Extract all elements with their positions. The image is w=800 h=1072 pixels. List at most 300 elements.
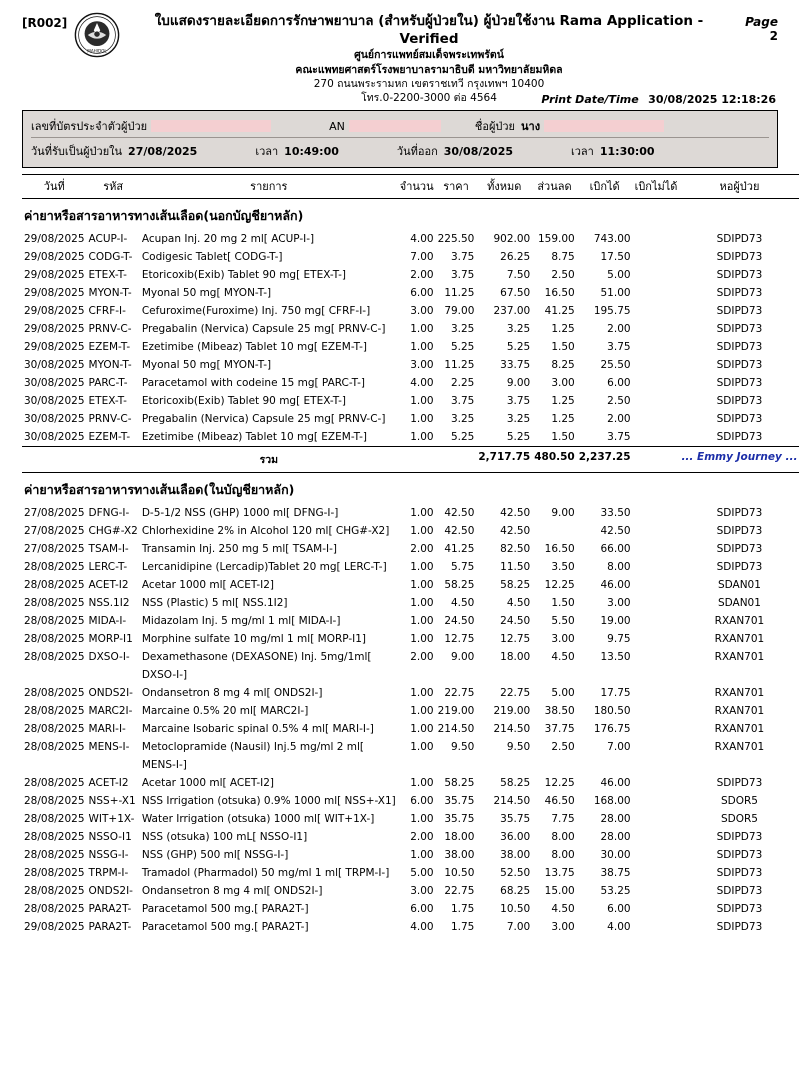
cell-nonclaimable [633, 504, 680, 522]
cell-total: 237.00 [493, 305, 531, 318]
cell-qty: 1.00 [410, 687, 434, 700]
discharge-time-label: เวลา [571, 145, 594, 159]
cell-claimable: 2.50 [607, 395, 631, 408]
cell-nonclaimable [633, 540, 680, 558]
cell-code: NSS+-X1 [88, 795, 136, 808]
table-row [22, 504, 799, 522]
cell-code: EZEM-T- [88, 431, 131, 444]
admit-date-value: 27/08/2025 [128, 144, 198, 158]
university-seal-icon [74, 12, 120, 58]
discharge-date-label: วันที่ออก [396, 145, 438, 159]
cell-nonclaimable [633, 810, 680, 828]
cell-ward: SDIPD73 [716, 251, 763, 264]
cell-ward: RXAN701 [714, 633, 765, 646]
cell-claimable: 46.00 [600, 777, 631, 790]
cell-ward: RXAN701 [714, 651, 765, 664]
cell-total: 5.25 [506, 341, 531, 354]
table-row [22, 338, 799, 356]
cell-nonclaimable [633, 392, 680, 410]
cell-total: 33.75 [500, 359, 531, 372]
cell-nonclaimable [633, 792, 680, 810]
table-row [22, 918, 799, 936]
cell-discount: 46.50 [544, 795, 575, 808]
cell-qty: 1.00 [410, 741, 434, 754]
cell-qty: 3.00 [410, 305, 434, 318]
cell-date: 28/08/2025 [24, 597, 85, 610]
an-label: AN [329, 119, 345, 133]
cell-nonclaimable [633, 594, 680, 612]
cell-total: 82.50 [500, 543, 531, 556]
cell-discount: 12.25 [544, 579, 575, 592]
cell-discount: 38.50 [544, 705, 575, 718]
org-address: 270 ถนนพระรามหก เขตราชเทวี กรุงเทพฯ 10400 [313, 77, 545, 90]
cell-date: 27/08/2025 [24, 525, 85, 538]
cell-price: 214.50 [437, 723, 475, 736]
table-row [22, 320, 799, 338]
cell-price: 9.50 [450, 741, 475, 754]
col-date: วันที่ [22, 175, 87, 199]
cell-item: Tramadol (Pharmadol) 50 mg/ml 1 ml[ TRPM-I-] [141, 867, 390, 880]
cell-item: Chlorhexidine 2% in Alcohol 120 ml[ CHG#-X2] [141, 525, 390, 538]
cell-qty: 1.00 [410, 615, 434, 628]
cell-qty: 1.00 [410, 777, 434, 790]
report-code: [R002] [22, 16, 68, 30]
cell-nonclaimable [633, 248, 680, 266]
cell-discount: 2.50 [551, 741, 575, 754]
cell-price: 3.25 [450, 323, 475, 336]
cell-discount: 3.00 [551, 921, 575, 934]
table-row [22, 846, 799, 864]
summary-claimable: 2,237.25 [577, 447, 633, 473]
cell-ward: SDOR5 [720, 795, 758, 808]
cell-code: TRPM-I- [88, 867, 129, 880]
col-claimable: เบิกได้ [577, 175, 633, 199]
cell-discount [532, 522, 577, 540]
cell-item: Marcaine 0.5% 20 ml[ MARC2I-] [141, 705, 309, 718]
page-indicator [738, 12, 778, 43]
cell-claimable: 42.50 [600, 525, 631, 538]
admit-date-label: วันที่รับเป็นผู้ป่วยใน [31, 145, 123, 159]
summary-label: รวม [140, 447, 398, 473]
cell-ward: RXAN701 [714, 705, 765, 718]
cell-ward: RXAN701 [714, 687, 765, 700]
cell-total: 4.50 [506, 597, 531, 610]
table-row [22, 392, 799, 410]
cell-nonclaimable [633, 284, 680, 302]
table-row-continuation [22, 666, 799, 684]
org-line-2: คณะแพทยศาสตร์โรงพยาบาลรามาธิบดี มหาวิทยาลัยมหิดล [295, 63, 563, 76]
cell-price: 5.75 [450, 561, 475, 574]
cell-ward: SDIPD73 [716, 543, 763, 556]
cell-discount: 37.75 [544, 723, 575, 736]
cell-price: 35.75 [444, 795, 475, 808]
summary-total: 2,717.75 [476, 447, 532, 473]
table-row [22, 576, 799, 594]
cell-ward: SDIPD73 [716, 269, 763, 282]
cell-ward: SDIPD73 [716, 885, 763, 898]
table-row [22, 230, 799, 248]
cell-discount: 16.50 [544, 287, 575, 300]
cell-total: 214.50 [493, 795, 531, 808]
cell-ward: RXAN701 [714, 741, 765, 754]
cell-ward: SDIPD73 [716, 395, 763, 408]
cell-discount: 5.00 [551, 687, 575, 700]
cell-ward: SDIPD73 [716, 287, 763, 300]
cell-claimable: 38.75 [600, 867, 631, 880]
cell-qty: 1.00 [410, 579, 434, 592]
cell-ward: SDIPD73 [716, 921, 763, 934]
cell-code: PRNV-C- [88, 413, 132, 426]
cell-price: 12.75 [444, 633, 475, 646]
cell-date: 30/08/2025 [24, 395, 85, 408]
cell-qty: 2.00 [410, 543, 434, 556]
svg-text:MAHIDOL: MAHIDOL [87, 48, 107, 54]
cell-item: D-5-1/2 NSS (GHP) 1000 ml[ DFNG-I-] [141, 507, 339, 520]
cell-date: 30/08/2025 [24, 377, 85, 390]
cell-discount: 5.50 [551, 615, 575, 628]
cell-total: 38.00 [500, 849, 531, 862]
cell-claimable: 3.75 [607, 341, 631, 354]
cell-code: ONDS2I- [88, 687, 133, 700]
cell-claimable: 168.00 [593, 795, 631, 808]
cell-code: CFRF-I- [88, 305, 126, 318]
cell-date: 30/08/2025 [24, 431, 85, 444]
cell-ward: SDIPD73 [716, 413, 763, 426]
cell-qty: 5.00 [410, 867, 434, 880]
table-row [22, 374, 799, 392]
cell-code: EZEM-T- [88, 341, 131, 354]
cell-date: 28/08/2025 [24, 741, 85, 754]
cell-item: Etoricoxib(Exib) Tablet 90 mg[ ETEX-T-] [141, 269, 347, 282]
cell-code: MIDA-I- [88, 615, 127, 628]
table-row-continuation [22, 756, 799, 774]
col-ward: หอผู้ป่วย [679, 175, 799, 199]
cell-item: Ezetimibe (Mibeaz) Tablet 10 mg[ EZEM-T-] [141, 341, 367, 354]
report-title [126, 12, 732, 48]
cell-total: 5.25 [506, 431, 531, 444]
cell-ward: SDIPD73 [716, 507, 763, 520]
cell-total: 214.50 [493, 723, 531, 736]
cell-qty: 2.00 [410, 269, 434, 282]
cell-qty: 1.00 [410, 341, 434, 354]
table-row [22, 720, 799, 738]
cell-item: NSS Irrigation (otsuka) 0.9% 1000 ml[ NSS+-X1] [141, 795, 396, 808]
table-row [22, 792, 799, 810]
cell-item: Acetar 1000 ml[ ACET-I2] [141, 579, 274, 592]
cell-ward: SDIPD73 [716, 777, 763, 790]
patient-id-field [31, 117, 271, 135]
cell-discount: 8.25 [551, 359, 575, 372]
discharge-time-field [571, 142, 655, 160]
cell-code: MYON-T- [88, 287, 132, 300]
discharge-time-value: 11:30:00 [599, 144, 655, 158]
cell-discount: 1.50 [551, 341, 575, 354]
cell-qty: 6.00 [410, 287, 434, 300]
table-row [22, 612, 799, 630]
cell-date: 29/08/2025 [24, 305, 85, 318]
cell-discount: 16.50 [544, 543, 575, 556]
group-title: ค่ายาหรือสารอาหารทางเส้นเลือด(ในบัญชียาหลัก) [24, 482, 295, 498]
cell-price: 18.00 [444, 831, 475, 844]
col-total: ทั้งหมด [476, 175, 532, 199]
admit-date-field [31, 142, 197, 160]
cell-total: 9.50 [506, 741, 531, 754]
patient-info-box [22, 110, 778, 168]
cell-total: 7.50 [506, 269, 531, 282]
table-row [22, 900, 799, 918]
cell-price: 58.25 [444, 579, 475, 592]
cell-qty: 3.00 [410, 885, 434, 898]
cell-total: 7.00 [506, 921, 531, 934]
table-row [22, 810, 799, 828]
cell-date: 29/08/2025 [24, 323, 85, 336]
an-redacted [349, 120, 441, 132]
cell-total: 18.00 [500, 651, 531, 664]
charges-table-body [22, 199, 799, 937]
cell-discount: 1.25 [551, 413, 575, 426]
charges-table-head [22, 175, 799, 199]
cell-claimable: 6.00 [607, 903, 631, 916]
cell-total: 42.50 [500, 525, 531, 538]
patient-id-label: เลขที่บัตรประจำตัวผู้ป่วย [31, 120, 148, 134]
cell-date: 28/08/2025 [24, 813, 85, 826]
cell-total: 36.00 [500, 831, 531, 844]
cell-code: PARC-T- [88, 377, 128, 390]
group-title: ค่ายาหรือสารอาหารทางเส้นเลือด(นอกบัญชียาหลัก) [24, 208, 304, 224]
cell-nonclaimable [633, 410, 680, 428]
cell-code: TSAM-I- [88, 543, 129, 556]
cell-price: 58.25 [444, 777, 475, 790]
cell-price: 22.75 [444, 885, 475, 898]
cell-item: Ezetimibe (Mibeaz) Tablet 10 mg[ EZEM-T-] [141, 431, 367, 444]
cell-code: MORP-I1 [88, 633, 133, 646]
cell-item-continuation: MENS-I-] [141, 759, 187, 772]
admit-time-value: 10:49:00 [284, 144, 339, 158]
cell-item: Midazolam Inj. 5 mg/ml 1 ml[ MIDA-I-] [141, 615, 341, 628]
table-row [22, 558, 799, 576]
cell-total: 10.50 [500, 903, 531, 916]
cell-claimable: 13.50 [600, 651, 631, 664]
cell-qty: 1.00 [410, 413, 434, 426]
page-number: 2 [769, 29, 778, 43]
table-row [22, 302, 799, 320]
cell-discount: 15.00 [544, 885, 575, 898]
cell-item: Ondansetron 8 mg 4 ml[ ONDS2I-] [141, 885, 323, 898]
cell-ward: SDIPD73 [716, 831, 763, 844]
cell-total: 58.25 [500, 777, 531, 790]
cell-code: MYON-T- [88, 359, 132, 372]
cell-discount: 9.00 [551, 507, 575, 520]
cell-code: DFNG-I- [88, 507, 130, 520]
patient-name-prefix: นาง [521, 120, 541, 134]
cell-code: MARI-I- [88, 723, 126, 736]
cell-total: 68.25 [500, 885, 531, 898]
cell-item: Morphine sulfate 10 mg/ml 1 ml[ MORP-I1] [141, 633, 367, 646]
cell-price: 9.00 [450, 651, 475, 664]
cell-code: DXSO-I- [88, 651, 130, 664]
cell-item: Water Irrigation (otsuka) 1000 ml[ WIT+1X-] [141, 813, 375, 826]
cell-discount: 41.25 [544, 305, 575, 318]
header-center [126, 12, 732, 105]
cell-price: 1.75 [450, 903, 475, 916]
cell-qty: 2.00 [410, 651, 434, 664]
cell-date: 28/08/2025 [24, 903, 85, 916]
cell-claimable: 46.00 [600, 579, 631, 592]
cell-qty: 1.00 [410, 525, 434, 538]
col-price: ราคา [436, 175, 477, 199]
cell-price: 3.75 [450, 395, 475, 408]
cell-claimable: 195.75 [593, 305, 631, 318]
cell-code: PRNV-C- [88, 323, 132, 336]
cell-code: ACUP-I- [88, 233, 128, 246]
report-title-app: ผู้ป่วยใช้งาน Rama Application - Verified [399, 13, 704, 48]
patient-name-redacted [544, 120, 664, 132]
cell-item: Marcaine Isobaric spinal 0.5% 4 ml[ MARI-I-] [141, 723, 374, 736]
cell-item: Acupan Inj. 20 mg 2 ml[ ACUP-I-] [141, 233, 315, 246]
report-header [22, 12, 778, 105]
cell-qty: 1.00 [410, 723, 434, 736]
cell-nonclaimable [633, 320, 680, 338]
cell-date: 28/08/2025 [24, 867, 85, 880]
cell-discount: 8.75 [551, 251, 575, 264]
cell-discount: 3.00 [551, 377, 575, 390]
cell-price: 10.50 [444, 867, 475, 880]
cell-discount: 7.75 [551, 813, 575, 826]
cell-qty: 6.00 [410, 795, 434, 808]
cell-nonclaimable [633, 338, 680, 356]
cell-date: 28/08/2025 [24, 885, 85, 898]
cell-date: 28/08/2025 [24, 579, 85, 592]
cell-qty: 1.00 [410, 705, 434, 718]
cell-price: 42.50 [444, 525, 475, 538]
table-row [22, 738, 799, 756]
cell-nonclaimable [633, 918, 680, 936]
patient-name-label: ชื่อผู้ป่วย [474, 120, 515, 134]
cell-total: 3.75 [506, 395, 531, 408]
cell-total: 11.50 [500, 561, 531, 574]
cell-nonclaimable [633, 266, 680, 284]
table-row [22, 428, 799, 447]
cell-nonclaimable [633, 576, 680, 594]
cell-price: 79.00 [444, 305, 475, 318]
cell-claimable: 17.75 [600, 687, 631, 700]
table-row [22, 828, 799, 846]
cell-claimable: 8.00 [607, 561, 631, 574]
cell-code: NSSG-I- [88, 849, 129, 862]
cell-ward: SDIPD73 [716, 305, 763, 318]
cell-code: CHG#-X2 [88, 525, 138, 538]
cell-date: 28/08/2025 [24, 849, 85, 862]
col-discount: ส่วนลด [532, 175, 577, 199]
table-row [22, 594, 799, 612]
cell-total: 219.00 [493, 705, 531, 718]
cell-ward: RXAN701 [714, 723, 765, 736]
cell-code: ETEX-T- [88, 395, 127, 408]
cell-code: LERC-T- [88, 561, 128, 574]
cell-qty: 1.00 [410, 395, 434, 408]
cell-item: Transamin Inj. 250 mg 5 ml[ TSAM-I-] [141, 543, 338, 556]
col-code: รหัส [87, 175, 140, 199]
cell-date: 29/08/2025 [24, 269, 85, 282]
cell-claimable: 53.25 [600, 885, 631, 898]
table-row [22, 356, 799, 374]
cell-claimable: 4.00 [607, 921, 631, 934]
page-label: Page [745, 15, 778, 29]
cell-item: NSS (Plastic) 5 ml[ NSS.1I2] [141, 597, 288, 610]
cell-claimable: 2.00 [607, 323, 631, 336]
cell-qty: 1.00 [410, 849, 434, 862]
cell-item: Metoclopramide (Nausil) Inj.5 mg/ml 2 ml[ [141, 741, 365, 754]
cell-code: NSS.1I2 [88, 597, 130, 610]
cell-ward: SDIPD73 [716, 903, 763, 916]
cell-nonclaimable [633, 720, 680, 738]
cell-date: 28/08/2025 [24, 795, 85, 808]
cell-claimable: 3.00 [607, 597, 631, 610]
patient-name-field [475, 117, 664, 135]
cell-date: 29/08/2025 [24, 251, 85, 264]
cell-code: CODG-T- [88, 251, 133, 264]
cell-claimable: 19.00 [600, 615, 631, 628]
cell-code: ACET-I2 [88, 579, 129, 592]
cell-claimable: 28.00 [600, 813, 631, 826]
cell-code: PARA2T- [88, 903, 132, 916]
cell-nonclaimable [633, 774, 680, 792]
charges-header-row [22, 175, 799, 199]
cell-price: 4.50 [450, 597, 475, 610]
cell-total: 52.50 [500, 867, 531, 880]
cell-nonclaimable [633, 558, 680, 576]
cell-price: 3.75 [450, 251, 475, 264]
cell-item: Lercanidipine (Lercadip)Tablet 20 mg[ LERC-T-] [141, 561, 387, 574]
cell-claimable: 66.00 [600, 543, 631, 556]
cell-qty: 1.00 [410, 431, 434, 444]
cell-date: 28/08/2025 [24, 687, 85, 700]
cell-qty: 6.00 [410, 903, 434, 916]
table-row [22, 648, 799, 666]
cell-nonclaimable [633, 648, 680, 666]
cell-total: 24.50 [500, 615, 531, 628]
admit-time-field [255, 142, 339, 160]
cell-claimable: 6.00 [607, 377, 631, 390]
cell-ward: SDIPD73 [716, 867, 763, 880]
summary-note: ... Emmy Journey ... [679, 447, 799, 473]
cell-qty: 1.00 [410, 323, 434, 336]
report-title-th: ใบแสดงรายละเอียดการรักษาพยาบาล (สำหรับผู้ป่วยใน) [154, 13, 479, 29]
cell-nonclaimable [633, 230, 680, 248]
cell-nonclaimable [633, 374, 680, 392]
table-row [22, 522, 799, 540]
cell-price: 3.75 [450, 269, 475, 282]
print-datetime-value: 30/08/2025 12:18:26 [648, 93, 776, 107]
cell-price: 24.50 [444, 615, 475, 628]
cell-date: 30/08/2025 [24, 359, 85, 372]
cell-price: 11.25 [444, 287, 475, 300]
cell-nonclaimable [633, 828, 680, 846]
cell-date: 29/08/2025 [24, 341, 85, 354]
cell-nonclaimable [633, 428, 680, 447]
group-summary-row [22, 447, 799, 473]
cell-date: 28/08/2025 [24, 561, 85, 574]
cell-ward: RXAN701 [714, 615, 765, 628]
cell-discount: 1.50 [551, 597, 575, 610]
cell-item: NSS (otsuka) 100 mL[ NSSO-I1] [141, 831, 308, 844]
cell-nonclaimable [633, 738, 680, 756]
cell-item: Paracetamol 500 mg.[ PARA2T-] [141, 903, 309, 916]
cell-price: 2.25 [450, 377, 475, 390]
cell-code: MARC2I- [88, 705, 133, 718]
cell-discount: 4.50 [551, 651, 575, 664]
group-header-row [22, 199, 799, 231]
